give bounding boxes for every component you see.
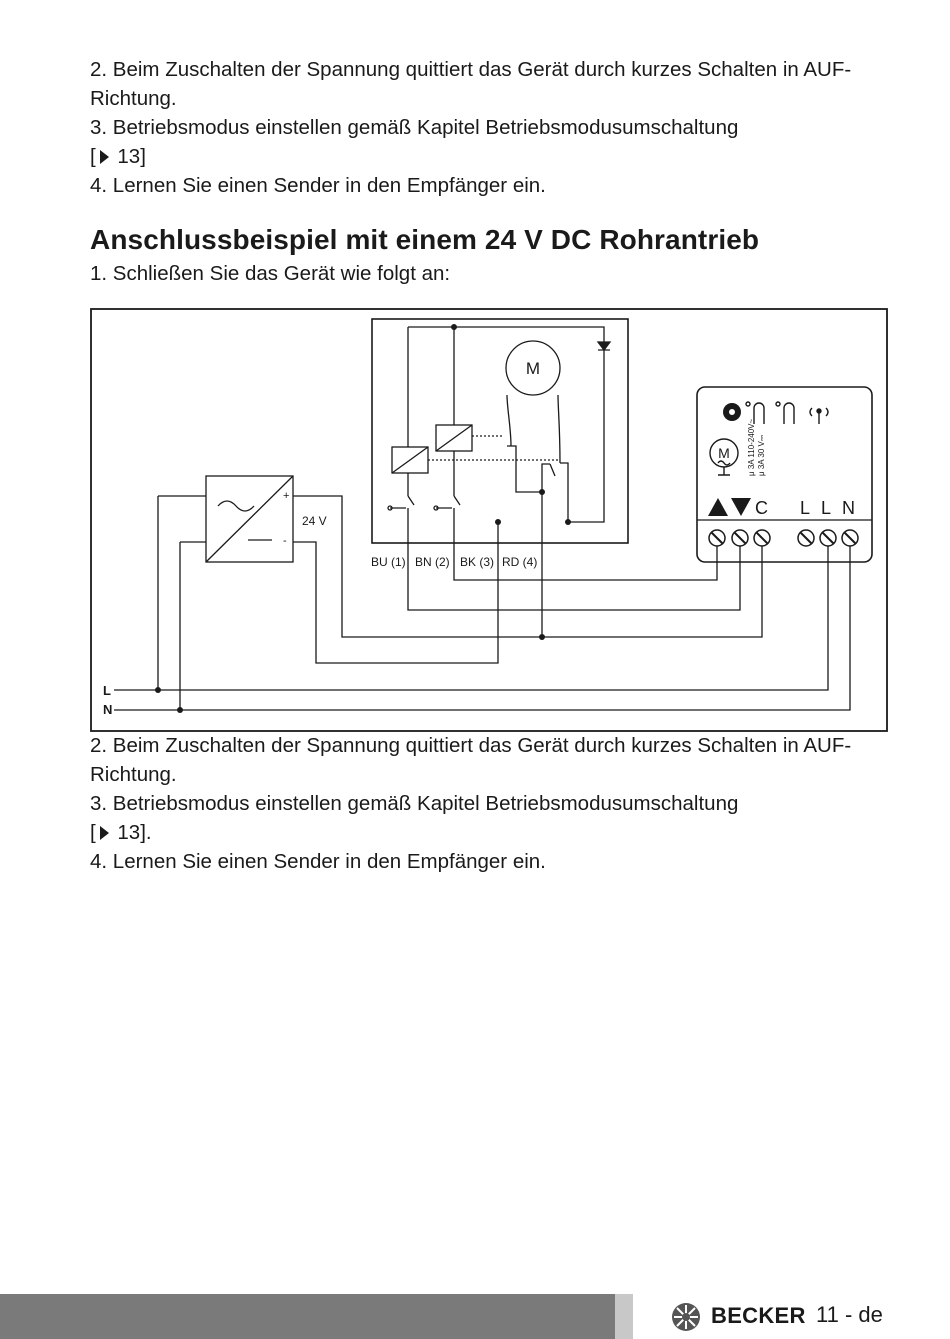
step-3-text: 3. Betriebsmodus einstellen gemäß Kapitel Betriebsmodusumschaltung xyxy=(90,792,739,815)
ref-open: [ xyxy=(90,145,96,168)
line-n-label: N xyxy=(103,702,113,717)
ref-open: [ xyxy=(90,821,96,844)
plus-label: + xyxy=(283,490,290,502)
wiring-diagram xyxy=(90,308,888,732)
steps-bottom xyxy=(90,731,890,876)
line-l-label: L xyxy=(103,683,111,698)
steps-top xyxy=(90,55,890,200)
step-2-text: 2. Beim Zuschalten der Spannung quittiert das Gerät durch kurzes Schalten in AUF-Richtung. xyxy=(90,58,852,110)
page-number: 11 - de xyxy=(816,1302,883,1327)
wire-rd-label: RD (4) xyxy=(502,555,538,569)
footer-bar-accent xyxy=(615,1294,633,1339)
becker-logo-icon xyxy=(670,1301,702,1333)
step-3-text: 3. Betriebsmodus einstellen gemäß Kapitel Betriebsmodusumschaltung xyxy=(90,116,739,139)
rating-line-1: μ 3A 110-240V~ xyxy=(747,418,756,476)
ref-close: 13]. xyxy=(111,821,152,844)
brand-name: BECKER xyxy=(711,1303,806,1328)
ref-close: 13] xyxy=(111,145,146,168)
button-icons xyxy=(746,402,828,424)
voltage-label: 24 V xyxy=(302,514,327,528)
motor-label: M xyxy=(525,359,541,378)
page-arrow-icon xyxy=(100,826,109,840)
device-motor-label: M xyxy=(718,445,730,461)
footer-bar xyxy=(0,1294,615,1339)
step-3-reference xyxy=(90,818,890,847)
rating-line-2: μ 3A 30 V⎓ xyxy=(757,434,766,476)
up-down-arrows-icon xyxy=(708,498,751,516)
terminal-l2-label: L xyxy=(821,498,832,518)
page-arrow-icon xyxy=(100,150,109,164)
wire-bu-label: BU (1) xyxy=(371,555,406,569)
intro-step: 1. Schließen Sie das Gerät wie folgt an: xyxy=(90,262,451,285)
step-3-reference xyxy=(90,142,890,171)
step-4-text: 4. Lernen Sie einen Sender in den Empfänger ein. xyxy=(90,850,546,873)
motor-housing xyxy=(372,319,628,543)
minus-label: - xyxy=(283,535,287,547)
terminal-n-label: N xyxy=(842,498,855,518)
settings-icon xyxy=(723,403,741,421)
terminal-c-label: C xyxy=(755,498,768,518)
terminal-l1-label: L xyxy=(800,498,811,518)
step-4-text: 4. Lernen Sie einen Sender in den Empfänger ein. xyxy=(90,174,546,197)
step-2-text: 2. Beim Zuschalten der Spannung quittiert das Gerät durch kurzes Schalten in AUF-Richtung. xyxy=(90,734,852,786)
wire-bn-label: BN (2) xyxy=(415,555,450,569)
wire-bk-label: BK (3) xyxy=(460,555,495,569)
section-heading: Anschlussbeispiel mit einem 24 V DC Rohrantrieb xyxy=(90,224,760,255)
